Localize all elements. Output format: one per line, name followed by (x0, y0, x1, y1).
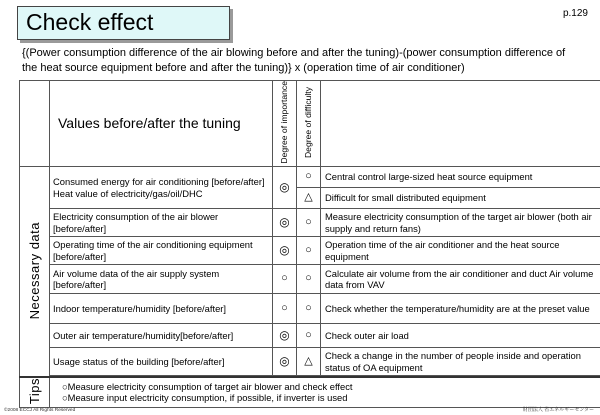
tips-label: Tips (20, 377, 50, 407)
importance-mark: ◎ (273, 348, 297, 376)
difficulty-mark: ○ (297, 209, 321, 237)
tips-row (20, 377, 600, 407)
difficulty-mark: ○ (297, 324, 321, 348)
difficulty-header: Degree of difficulty (297, 81, 321, 167)
table-row (20, 167, 600, 188)
necessary-data-table (19, 80, 600, 408)
row-description: Central control large-sized heat source equipment (321, 167, 600, 188)
table-row (20, 237, 600, 265)
difficulty-mark: ○ (297, 167, 321, 188)
table-row (20, 348, 600, 376)
row-item: Usage status of the building [before/after] (50, 348, 273, 376)
row-description: Operation time of the air conditioner and the heat source equipment (321, 237, 600, 265)
importance-mark: ◎ (273, 209, 297, 237)
header-blank (321, 81, 600, 167)
row-item: Electricity consumption of the air blower [before/after] (50, 209, 273, 237)
difficulty-mark: ○ (297, 294, 321, 324)
importance-mark: ○ (273, 294, 297, 324)
necessary-data-label: Necessary data (20, 167, 50, 378)
tips-content (50, 377, 600, 407)
importance-mark: ◎ (273, 324, 297, 348)
difficulty-mark: △ (297, 188, 321, 209)
importance-header: Degree of importance (273, 81, 297, 167)
row-item: Operating time of the air conditioning equipment [before/after] (50, 237, 273, 265)
effect-formula: {(Power consumption difference of the air blowing before and after the tuning)-(power consumption difference of the heat source equipment before and after the tuning)} x (operation time of air conditioner) (22, 47, 566, 74)
row-item: Outer air temperature/humidity[before/after] (50, 324, 273, 348)
row-description: Check outer air load (321, 324, 600, 348)
tip-item: ○Measure input electricity consumption, if possible, if inverter is used (62, 392, 348, 404)
page-title: Check effect (17, 6, 230, 40)
row-description: Calculate air volume from the air conditioner and duct Air volume data from VAV (321, 265, 600, 294)
difficulty-mark: ○ (297, 265, 321, 294)
row-item: Air volume data of the air supply system [before/after] (50, 265, 273, 294)
copyright-notice: ©2008 ECCJ All Rights Reserved (4, 408, 76, 413)
values-heading: Values before/after the tuning (50, 81, 273, 167)
importance-mark: ○ (273, 265, 297, 294)
difficulty-mark: ○ (297, 237, 321, 265)
table-row (20, 324, 600, 348)
difficulty-mark: △ (297, 348, 321, 376)
row-item: Indoor temperature/humidity [before/after] (50, 294, 273, 324)
page-number: p.129 (562, 8, 588, 19)
row-item: Consumed energy for air conditioning [before/after] Heat value of electricity/gas/oil/DHC (50, 167, 273, 209)
row-description: Check a change in the number of people inside and operation status of OA equipment (321, 348, 600, 376)
tip-item: ○Measure electricity consumption of target air blower and check effect (62, 380, 353, 392)
row-description: Measure electricity consumption of the target air blower (both air supply and return fans) (321, 209, 600, 237)
organization-logo: 財団法人 省エネルギーセンター (522, 407, 594, 413)
table-row (20, 294, 600, 324)
table-row (20, 265, 600, 294)
importance-mark: ◎ (273, 237, 297, 265)
table-row (20, 209, 600, 237)
importance-mark: ◎ (273, 167, 297, 209)
corner-cell (20, 81, 50, 167)
table-header-row (20, 81, 600, 167)
row-description: Check whether the temperature/humidity are at the preset value (321, 294, 600, 324)
row-description: Difficult for small distributed equipment (321, 188, 600, 209)
